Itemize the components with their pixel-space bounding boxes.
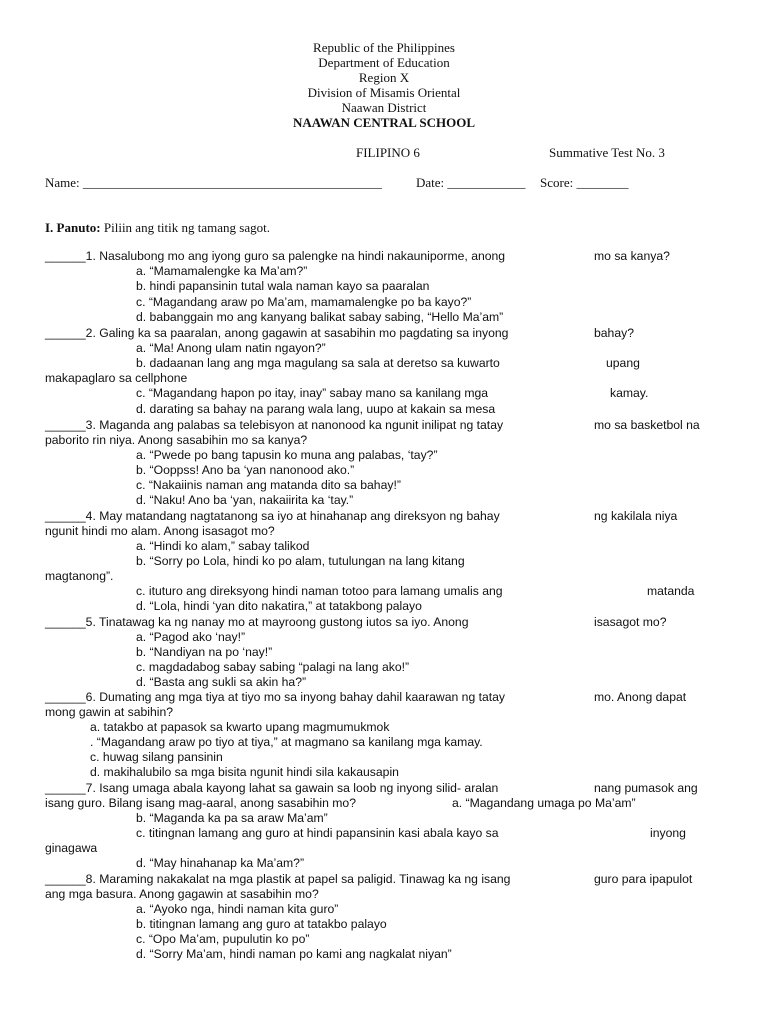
question-4-option-d: d. “Lola, hindi ‘yan dito nakatira,” at tatakbong palayo: [136, 599, 422, 613]
header-district: Naawan District: [341, 100, 427, 115]
header-republic: Republic of the Philippines: [313, 40, 455, 55]
question-6-option-a: a. tatakbo at papasok sa kwarto upang magmumukmok: [90, 720, 390, 734]
question-7-stem-cont: isang guro. Bilang isang mag-aaral, anong sasabihin mo?: [45, 796, 356, 810]
question-7-option-b: b. “Maganda ka pa sa araw Ma’am”: [136, 811, 328, 825]
question-1-option-a: a. “Mamamalengke ka Ma’am?”: [136, 264, 308, 278]
question-8-stem-cont: ang mga basura. Anong gagawin at sasabihin mo?: [45, 887, 319, 901]
question-1-option-d: d. babanggain mo ang kanyang balikat sabay sabing, “Hello Ma’am”: [136, 310, 504, 324]
date-field[interactable]: Date: ____________: [416, 175, 526, 190]
question-2-option-b-cont: makapaglaro sa cellphone: [45, 371, 188, 385]
question-5-stem-end: isasagot mo?: [594, 615, 667, 629]
question-3-stem-end: mo sa basketbol na: [594, 418, 700, 432]
question-2-stem: ______2. Galing ka sa paaralan, anong gagawin at sasabihin mo pagdating sa inyong: [45, 326, 509, 340]
question-8-option-a: a. “Ayoko nga, hindi naman kita guro”: [136, 902, 339, 916]
instructions: [45, 221, 270, 234]
question-6-option-b: . “Magandang araw po tiyo at tiya,” at magmano sa kanilang mga kamay.: [90, 735, 483, 749]
question-4-stem-cont: ngunit hindi mo alam. Anong isasagot mo?: [45, 524, 275, 538]
question-2-stem-end: bahay?: [594, 326, 634, 340]
question-2-option-b-end: upang: [606, 356, 640, 370]
question-4-option-c: c. ituturo ang direksyong hindi naman totoo para lamang umalis ang: [136, 584, 503, 598]
question-7-stem-end: nang pumasok ang: [594, 781, 698, 795]
question-1-stem-end: mo sa kanya?: [594, 249, 670, 263]
question-5-option-a: a. “Pagod ako ‘nay!”: [136, 630, 246, 644]
question-4-stem-end: ng kakilala niya: [594, 509, 678, 523]
question-7-option-a: a. “Magandang umaga po Ma’am”: [452, 796, 636, 810]
header-region: Region X: [358, 70, 410, 85]
question-4-option-a: a. “Hindi ko alam,” sabay talikod: [136, 539, 310, 553]
instructions-label: I. Panuto:: [45, 220, 101, 235]
question-8-stem-end: guro para ipapulot: [594, 872, 693, 886]
instructions-text: Piliin ang titik ng tamang sagot.: [100, 220, 270, 235]
question-5-option-b: b. “Nandiyan na po ‘nay!”: [136, 645, 273, 659]
question-7-option-d: d. “May hinahanap ka Ma’am?”: [136, 856, 305, 870]
question-3-stem: ______3. Maganda ang palabas sa telebisyon at nanonood ka ngunit inilipat ng tatay: [45, 418, 504, 432]
name-field[interactable]: Name: ______________________________________________: [45, 175, 382, 190]
question-1-option-b: b. hindi papansinin tutal wala naman kayo sa paaralan: [136, 279, 430, 293]
school-name: NAAWAN CENTRAL SCHOOL: [292, 115, 476, 130]
question-6-option-c: c. huwag silang pansinin: [90, 750, 223, 764]
question-8-option-c: c. “Opo Ma’am, pupulutin ko po”: [136, 932, 310, 946]
question-6-option-d: d. makihalubilo sa mga bisita ngunit hindi sila kakausapin: [90, 765, 399, 779]
question-8-option-b: b. titingnan lamang ang guro at tatakbo palayo: [136, 917, 387, 931]
question-7-option-c-end: inyong: [650, 826, 686, 840]
question-3-option-b: b. “Ooppss! Ano ba ‘yan nanonood ako.”: [136, 463, 355, 477]
question-1-stem: ______1. Nasalubong mo ang iyong guro sa palengke na hindi nakauniporme, anong: [45, 249, 506, 263]
question-4-option-b-cont: magtanong”.: [45, 569, 114, 583]
subject-label: FILIPINO 6: [356, 145, 420, 160]
question-3-option-c: c. “Nakaiinis naman ang matanda dito sa bahay!”: [136, 478, 401, 492]
question-3-option-a: a. “Pwede po bang tapusin ko muna ang palabas, ‘tay?”: [136, 448, 438, 462]
score-field[interactable]: Score: ________: [540, 175, 629, 190]
test-title: Summative Test No. 3: [549, 145, 665, 160]
question-2-option-a: a. “Ma! Anong ulam natin ngayon?”: [136, 341, 326, 355]
question-1-option-c: c. “Magandang araw po Ma’am, mamamalengke po ba kayo?”: [136, 295, 472, 309]
question-2-option-b: b. dadaanan lang ang mga magulang sa sala at deretso sa kuwarto: [136, 356, 500, 370]
question-4-stem: ______4. May matandang nagtatanong sa iyo at hinahanap ang direksyon ng bahay: [45, 509, 500, 523]
question-4-option-c-end: matanda: [647, 584, 695, 598]
question-6-stem: ______6. Dumating ang mga tiya at tiyo mo sa inyong bahay dahil kaarawan ng tatay: [45, 690, 506, 704]
question-7-option-c: c. titingnan lamang ang guro at hindi papansinin kasi abala kayo sa: [136, 826, 499, 840]
question-4-option-b: b. “Sorry po Lola, hindi ko po alam, tutulungan na lang kitang: [136, 554, 465, 568]
question-6-stem-end: mo. Anong dapat: [594, 690, 687, 704]
question-3-option-d: d. “Naku! Ano ba ‘yan, nakaiirita ka ‘tay.”: [136, 493, 354, 507]
header-division: Division of Misamis Oriental: [307, 85, 461, 100]
question-7-stem: ______7. Isang umaga abala kayong lahat sa gawain sa loob ng inyong silid- aralan: [45, 781, 499, 795]
question-6-stem-cont: mong gawin at sabihin?: [45, 705, 174, 719]
question-2-option-c: c. “Magandang hapon po itay, inay” sabay mano sa kanilang mga: [136, 386, 489, 400]
question-5-option-c: c. magdadabog sabay sabing “palagi na lang ako!”: [136, 660, 410, 674]
header-department: Department of Education: [318, 55, 450, 70]
question-8-option-d: d. “Sorry Ma’am, hindi naman po kami ang nagkalat niyan”: [136, 947, 452, 961]
question-3-stem-cont: paborito rin niya. Anong sasabihin mo sa kanya?: [45, 433, 308, 447]
question-7-option-c-cont: ginagawa: [45, 841, 98, 855]
question-8-stem: ______8. Maraming nakakalat na mga plastik at papel sa paligid. Tinawag ka ng isang: [45, 872, 511, 886]
question-2-option-c-end: kamay.: [610, 386, 649, 400]
question-5-option-d: d. “Basta ang sukli sa akin ha?”: [136, 675, 307, 689]
question-2-option-d: d. darating sa bahay na parang wala lang, uupo at kakain sa mesa: [136, 402, 496, 416]
question-5-stem: ______5. Tinatawag ka ng nanay mo at mayroong gustong iutos sa iyo. Anong: [45, 615, 469, 629]
